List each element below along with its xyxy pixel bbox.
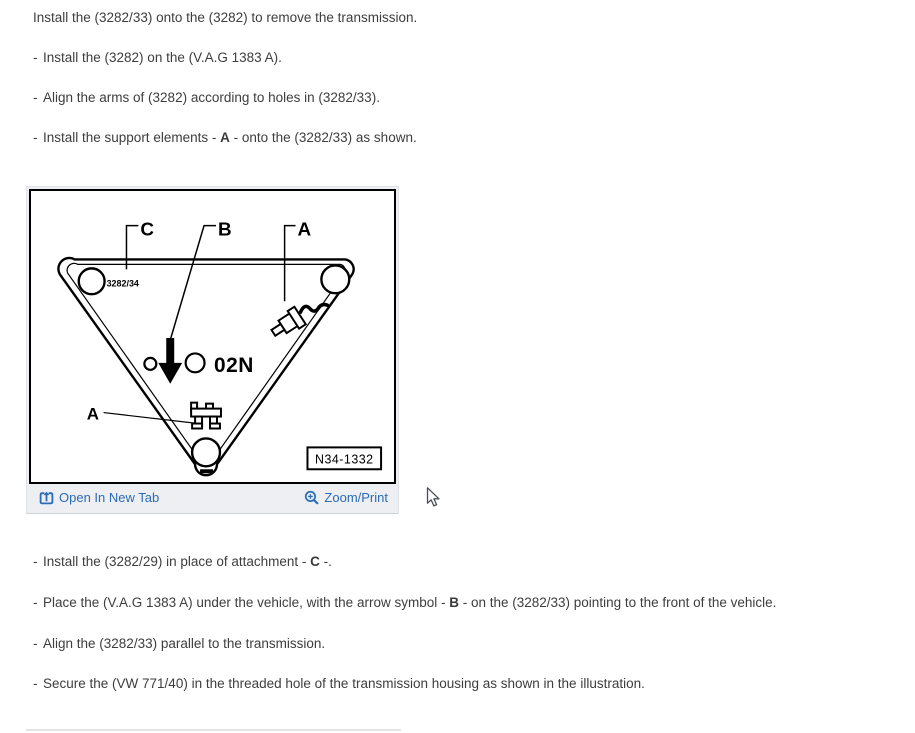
bullet-dash: -	[33, 676, 38, 691]
plate-id-label: 3282/34	[106, 278, 139, 289]
figure-panel	[26, 186, 399, 514]
open-in-new-tab-link[interactable]	[39, 490, 159, 505]
leader-line-a-bottom	[104, 413, 198, 424]
leader-line-c	[126, 226, 138, 270]
direction-arrow-shaft	[166, 338, 174, 366]
figure-toolbar	[29, 484, 396, 511]
step-item: - Secure the (VW 771/40) in the threaded hole of the transmission housing as shown in the illustration.	[33, 676, 645, 691]
small-hole	[144, 358, 156, 370]
bullet-dash: -	[33, 130, 38, 145]
support-element-bracket-icon	[191, 403, 221, 429]
open-in-new-tab-icon	[39, 490, 54, 505]
corner-hole-bottom	[192, 438, 220, 466]
transmission-code-label: 02N	[213, 353, 254, 377]
diagram-image	[29, 189, 396, 484]
callout-b: B	[217, 219, 232, 241]
squiggle-arrow-icon	[301, 305, 328, 313]
step-item: - Install the (3282) on the (V.A.G 1383 A).	[33, 50, 282, 65]
step-item: - Place the (V.A.G 1383 A) under the vehicle, with the arrow symbol - B - on the (3282/33) pointing to the front of the vehicle.	[33, 595, 777, 610]
direction-arrow-head	[158, 363, 182, 384]
bullet-dash: -	[33, 50, 38, 65]
zoom-print-link[interactable]	[304, 490, 388, 505]
zoom-print-icon	[304, 490, 319, 505]
plate-outline-inner	[67, 263, 345, 466]
intro-text: Install the (3282/33) onto the (3282) to remove the transmission.	[33, 10, 418, 25]
bottom-vertex-notch	[200, 469, 213, 473]
open-in-new-tab-label: Open In New Tab	[59, 490, 160, 505]
leader-line-b	[170, 226, 216, 340]
bullet-dash: -	[33, 636, 38, 651]
bullet-dash: -	[33, 554, 38, 569]
step-item: - Install the support elements - A - onto the (3282/33) as shown.	[33, 130, 417, 145]
step-item: - Align the arms of (3282) according to holes in (3282/33).	[33, 90, 380, 105]
corner-hole-left	[79, 268, 105, 294]
technical-diagram	[31, 191, 394, 482]
bullet-dash: -	[33, 90, 38, 105]
cursor-arrow-icon	[426, 487, 442, 508]
step-item: - Align the (3282/33) parallel to the transmission.	[33, 636, 326, 651]
zoom-print-label: Zoom/Print	[324, 490, 388, 505]
corner-hole-right	[321, 265, 349, 293]
bullet-dash: -	[33, 595, 38, 610]
mouse-cursor	[426, 487, 442, 513]
section-divider	[26, 729, 401, 731]
callout-a-bottom: A	[86, 404, 99, 424]
leader-line-a-top	[285, 226, 296, 302]
step-item: - Install the (3282/29) in place of attachment - C -.	[33, 554, 332, 569]
medium-hole	[186, 353, 205, 372]
callout-a-top: A	[297, 219, 312, 241]
callout-c: C	[140, 219, 155, 241]
figure-number-label: N34-1332	[315, 452, 374, 467]
